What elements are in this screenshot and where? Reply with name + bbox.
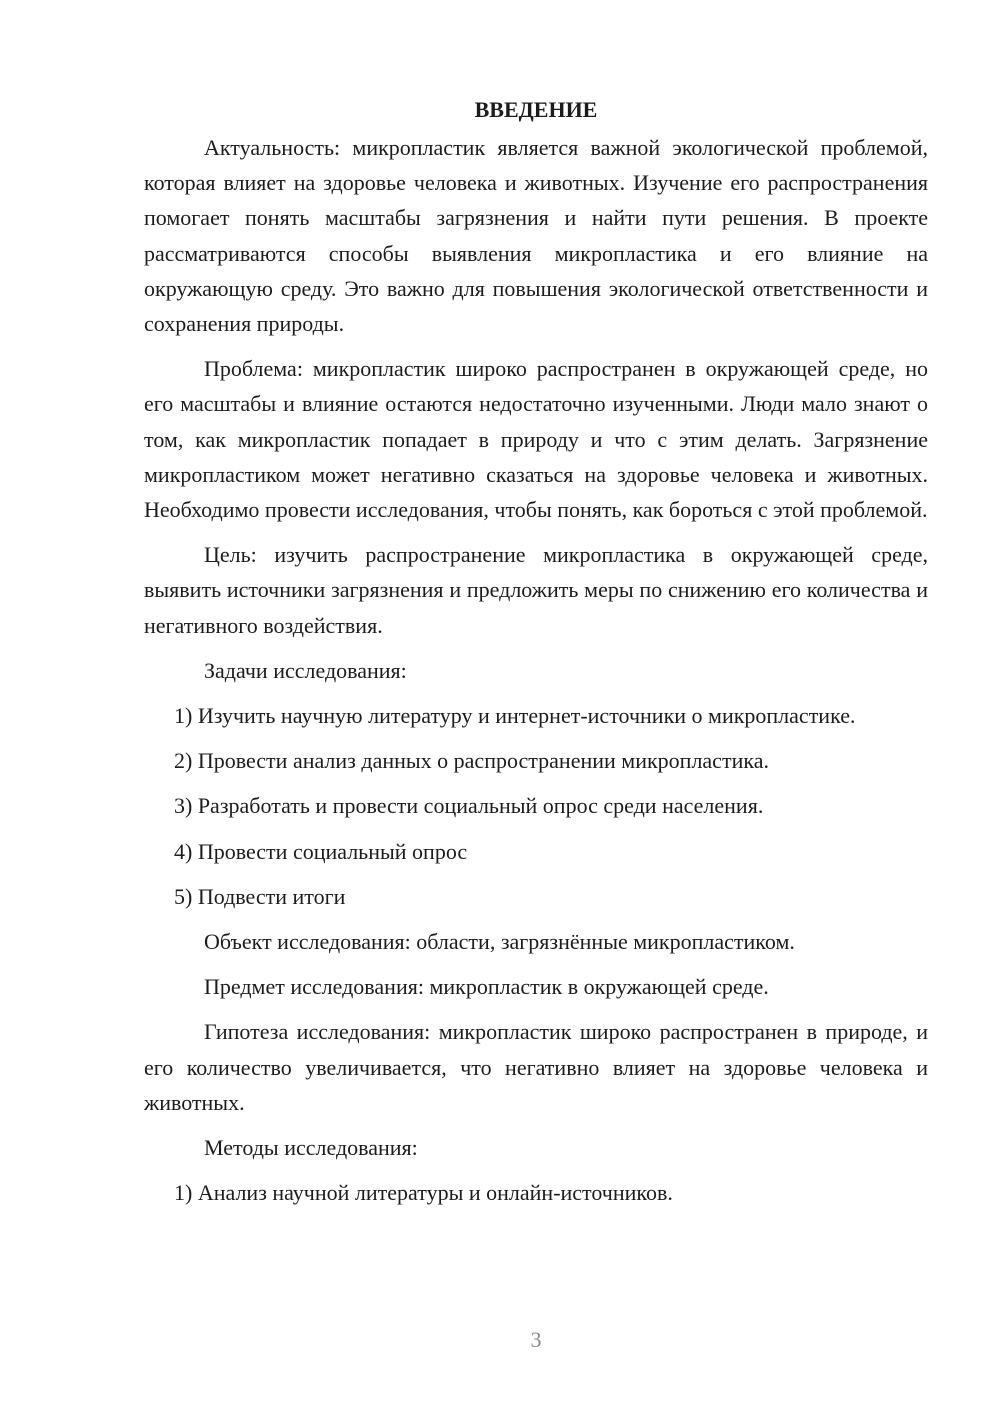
task-item: 2) Провести анализ данных о распространении микропластика. xyxy=(174,748,769,774)
relevance-paragraph: Актуальность: микропластик является важной экологической проблемой, которая влияет на здоровье человека и животных. Изучение его распространения помогает понять масштабы загрязнения и найти пути решения. В проекте рассматриваются способы выявления микропластика и его влияние на окружающую среду. Это важно для повышения экологической ответственности и сохранения природы. xyxy=(144,135,928,337)
subject-paragraph: Предмет исследования: микропластик в окружающей среде. xyxy=(204,974,769,1000)
page-content xyxy=(144,92,928,1220)
page-number: 3 xyxy=(530,1327,542,1352)
task-item: 5) Подвести итоги xyxy=(174,883,346,909)
object-paragraph: Объект исследования: области, загрязнённые микропластиком. xyxy=(204,929,795,955)
methods-heading: Методы исследования: xyxy=(204,1135,418,1161)
task-item: 3) Разработать и провести социальный опрос среди населения. xyxy=(174,793,764,819)
method-item: 1) Анализ научной литературы и онлайн-источников. xyxy=(174,1180,673,1206)
goal-paragraph: Цель: изучить распространение микропластика в окружающей среде, выявить источники загрязнения и предложить меры по снижению его количества и негативного воздействия. xyxy=(144,542,928,638)
hypothesis-paragraph: Гипотеза исследования: микропластик широко распространен в природе, и его количество увеличивается, что негативно влияет на здоровье человека и животных. xyxy=(144,1019,928,1115)
section-heading: ВВЕДЕНИЕ xyxy=(474,97,598,122)
problem-paragraph: Проблема: микропластик широко распространен в окружающей среде, но его масштабы и влияние остаются недостаточно изученными. Люди мало знают о том, как микропластик попадает в природу и что с этим делать. Загрязнение микропластиком может негативно сказаться на здоровье человека и животных. Необходимо провести исследования, чтобы понять, как бороться с этой проблемой. xyxy=(144,356,928,523)
task-item: 1) Изучить научную литературу и интернет-источники о микропластике. xyxy=(174,703,856,729)
tasks-heading: Задачи исследования: xyxy=(204,657,407,683)
task-item: 4) Провести социальный опрос xyxy=(174,838,468,864)
